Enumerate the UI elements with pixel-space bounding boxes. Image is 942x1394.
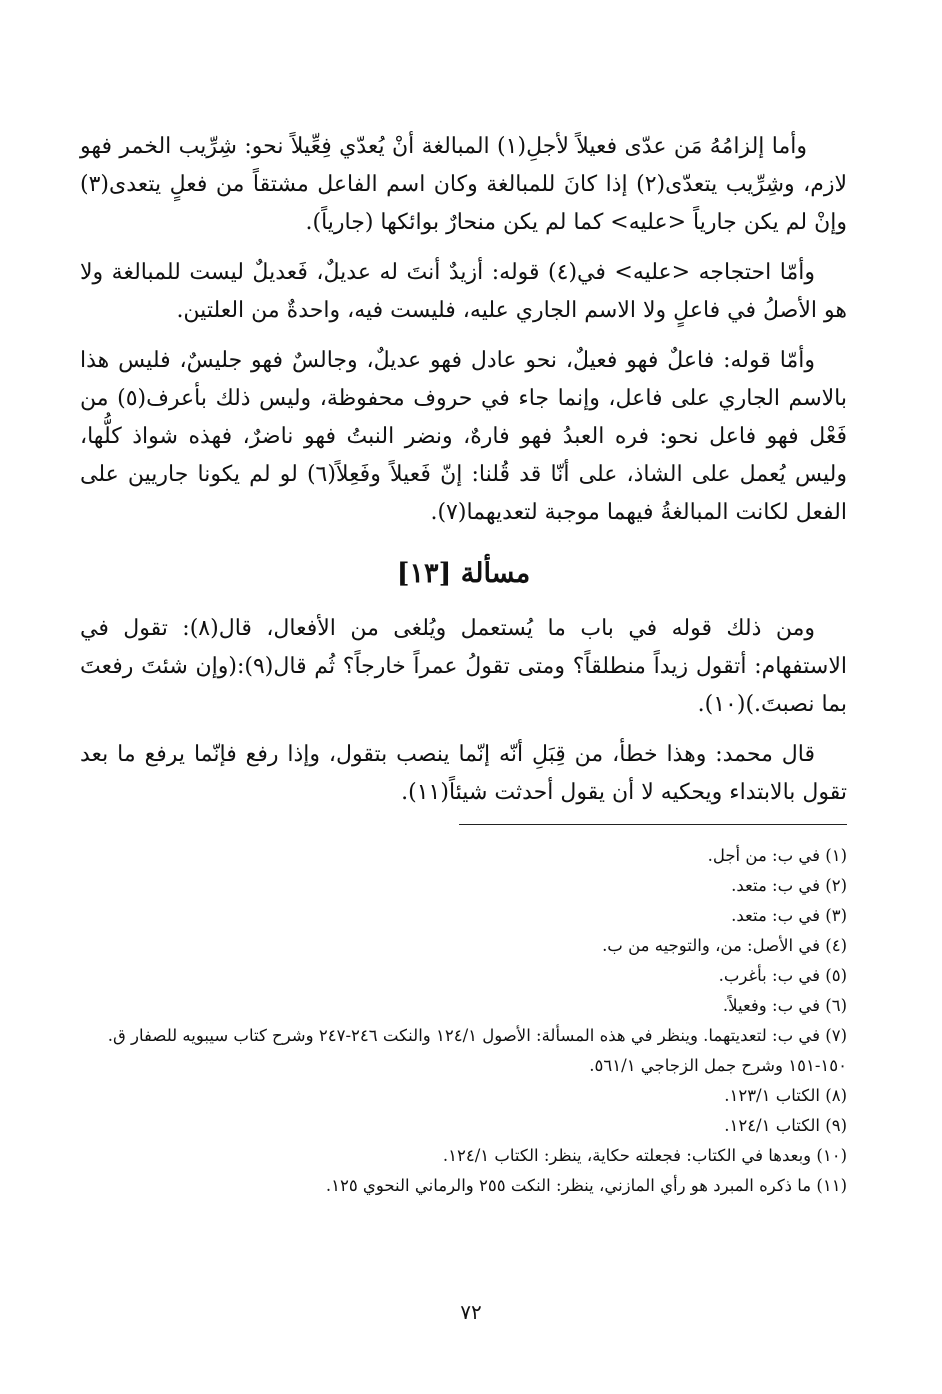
section-heading: مسألة [١٣] (396, 558, 531, 589)
footnote-3: (٣) في ب: متعد. (731, 906, 847, 925)
footnote-10: (١٠) وبعدها في الكتاب: فجعلته حكاية، ينظر: الكتاب ١٢٤/١. (442, 1146, 847, 1165)
paragraph-2: وأمّا احتجاجه <عليه> في(٤) قوله: أزيدٌ أنتَ له عديلٌ، فَعديلٌ ليست للمبالغة ولا هو الأصلُ في فاعلٍ ولا الاسم الجاري عليه، فليست فيه، واحدةٌ من العلتين. (80, 260, 847, 323)
footnote-7: (٧) في ب: لتعديتهما. وينظر في هذه المسألة: الأصول ١٢٤/١ والنكت ٢٤٦-٢٤٧ وشرح كتاب سيبويه للصفار ق. ١٥٠-١٥١ وشرح جمل الزجاجي ٥٦١/١. (107, 1026, 847, 1075)
page-number: ٧٢ (460, 1300, 482, 1324)
footnote-8: (٨) الكتاب ١٢٣/١. (724, 1086, 847, 1105)
footnote-4: (٤) في الأصل: من، والتوجيه من ب. (602, 936, 847, 955)
footnote-divider (459, 824, 847, 825)
footnote-2: (٢) في ب: متعد. (731, 876, 847, 895)
footnote-11: (١١) ما ذكره المبرد هو رأي المازني، ينظر: النكت ٢٥٥ والرماني النحوي ١٢٥. (325, 1176, 847, 1195)
footnote-5: (٥) في ب: بأغرب. (718, 966, 847, 985)
paragraph-3: وأمّا قوله: فاعلٌ فهو فعيلٌ، نحو عادل فهو عديلٌ، وجالسٌ فهو جليسٌ، فليس هذا بالاسم الجاري على فاعل، وإنما جاء في حروف محفوظة، وليس ذلك بأعرف(٥) من فَعْل فهو فاعل نحو: فره العبدُ فهو فارهٌ، ونضر النبتُ فهو ناضرٌ، فهذه شواذ كلُّها، وليس يُعمل على الشاذ، على أنّا قد قُلنا: إنّ فَعيلاً وفَعِلاً(٦) لو لم يكونا جاريين على الفعل لكانت المبالغةُ فيهما موجبة لتعديهما(٧). (80, 348, 847, 525)
paragraph-1: وأما إلزامُهُ مَن عدّى فعيلاً لأجلِ(١) المبالغة أنْ يُعدّي فِعِّيلاً نحو: شِرِّيب الخمر فهو لازم، وشِرِّيب يتعدّى(٢) إذا كانَ للمبالغة وكان اسم الفاعل مشتقاً من فعلٍ يتعدى(٣) وإنْ لم يكن جارياً <عليه> كما لم يكن منحارٌ بوائكها (جارياً). (80, 134, 847, 235)
footnote-9: (٩) الكتاب ١٢٤/١. (724, 1116, 847, 1135)
footnote-6: (٦) في ب: وفعيلاً. (722, 996, 847, 1015)
paragraph-4: ومن ذلك قوله في باب ما يُستعمل ويُلغى من الأفعال، قال(٨): تقول في الاستفهام: أتقول زيداً منطلقاً؟ ومتى تقولُ عمراً خارجاً؟ ثُم قال(٩):(وإن شئتَ رفعتَ بما نصبتَ.)(١٠). (80, 616, 847, 717)
footnote-1: (١) في ب: من أجل. (707, 846, 847, 865)
footnotes (80, 841, 847, 1201)
paragraph-5: قال محمد: وهذا خطأ، من قِبَلِ أنّه إنّما ينصب بتقول، وإذا رفع فإنّما يرفع ما بعد تقول بالابتداء ويحكيه لا أن يقول أحدثت شيئاً(١١). (80, 742, 847, 805)
